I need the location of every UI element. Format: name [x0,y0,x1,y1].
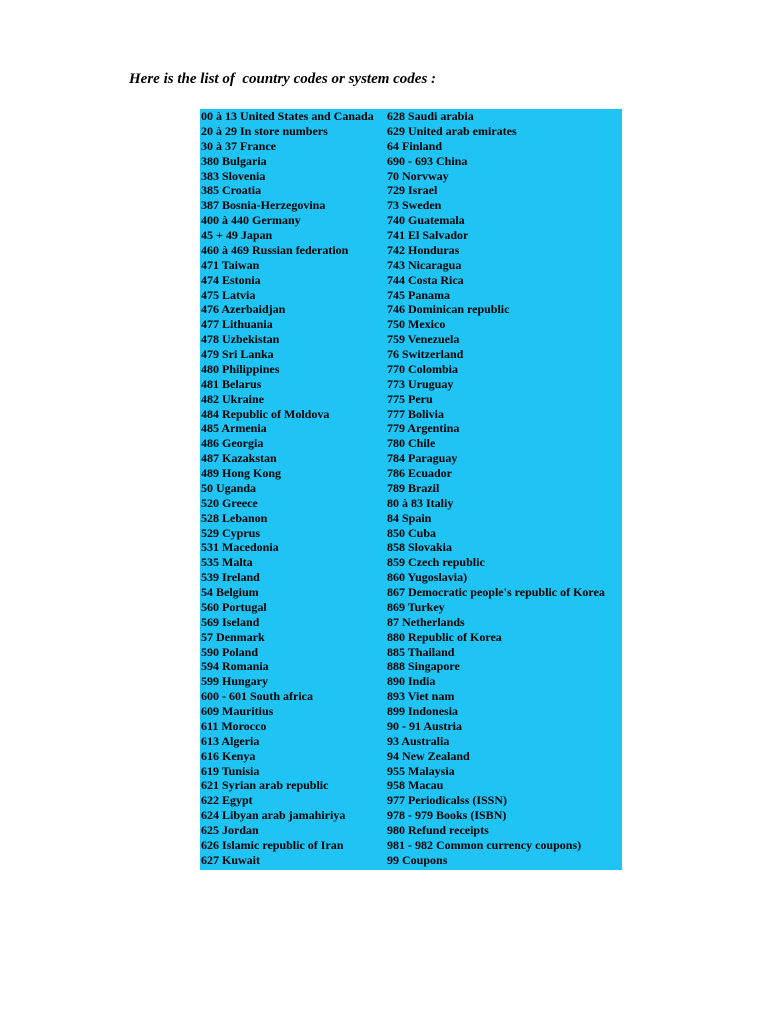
code-entry: 859 Czech republic [387,555,485,570]
code-entry: 478 Uzbekistan [201,332,280,347]
code-entry: 479 Sri Lanka [201,347,274,361]
code-entry: 860 Yugoslavia) [387,570,468,585]
code-entry: 45 + 49 Japan [201,228,273,242]
code-entry: 84 Spain [387,510,432,525]
code-entry: 888 Singapore [387,659,460,674]
code-entry: 626 Islamic republic of Iran [201,837,344,852]
code-entry: 977 Periodicalss (ISSN) [387,793,507,808]
code-entry: 94 New Zealand [387,748,470,763]
code-entry: 746 Dominican republic [387,302,510,317]
code-entry: 611 Morocco [201,718,267,733]
code-entry: 981 - 982 Common currency coupons) [387,837,582,852]
code-entry: 539 Ireland [201,570,260,585]
code-entry: 383 Slovenia [201,168,266,183]
code-entry: 50 Uganda [201,480,257,495]
code-entry: 520 Greece [201,495,258,510]
code-entry: 460 à 469 Russian federation [201,242,349,257]
code-entry: 742 Honduras [387,242,460,257]
code-entry: 625 Jordan [201,823,259,837]
code-entry: 784 Paraguay [387,451,458,466]
code-entry: 476 Azerbaidjan [201,302,286,317]
code-entry: 528 Lebanon [201,510,268,525]
code-entry: 621 Syrian arab republic [201,778,329,793]
code-entry: 87 Netherlands [387,614,465,629]
code-entry: 980 Refund receipts [387,823,489,837]
code-entry: 487 Kazakstan [201,451,277,466]
code-entry: 628 Saudi arabia [387,109,474,123]
code-entry: 729 Israel [387,183,438,198]
code-entry: 858 Slovakia [387,540,453,555]
code-entry: 99 Coupons [387,852,448,867]
code-entry: 486 Georgia [201,436,264,451]
code-entry: 90 - 91 Austria [387,718,462,733]
code-entry: 20 à 29 In store numbers [201,123,328,138]
code-entry: 594 Romania [201,659,269,674]
code-entry: 744 Costa Rica [387,272,464,287]
code-entry: 780 Chile [387,436,436,451]
code-entry: 569 Iseland [201,614,260,629]
code-entry: 73 Sweden [387,198,442,213]
code-entry: 893 Viet nam [387,689,455,704]
code-entry: 619 Tunisia [201,763,260,778]
code-entry: 770 Colombia [387,361,459,376]
code-entry: 481 Belarus [201,376,262,391]
code-entry: 477 Lithuania [201,317,273,332]
code-entry: 00 à 13 United States and Canada [201,109,374,123]
code-entry: 741 El Salvador [387,228,469,242]
code-entry: 773 Uruguay [387,376,454,391]
code-entry: 624 Libyan arab jamahiriya [201,808,346,823]
code-entry: 743 Nicaragua [387,257,462,272]
code-entry: 535 Malta [201,555,253,570]
code-entry: 489 Hong Kong [201,466,282,480]
code-entry: 880 Republic of Korea [387,629,502,644]
code-entry: 599 Hungary [201,674,269,689]
code-entry: 531 Macedonia [201,540,279,555]
code-entry: 616 Kenya [201,748,256,763]
code-entry: 93 Australia [387,733,450,748]
code-entry: 400 à 440 Germany [201,213,301,228]
code-entry: 622 Egypt [201,793,253,808]
code-entry: 745 Panama [387,287,450,302]
code-entry: 76 Switzerland [387,347,464,361]
code-entry: 750 Mexico [387,317,446,332]
code-entry: 600 - 601 South africa [201,689,313,704]
code-entry: 474 Estonia [201,272,261,287]
code-entry: 786 Ecuador [387,466,453,480]
code-entry: 740 Guatemala [387,213,465,228]
right-code-column [387,109,605,868]
code-entry: 30 à 37 France [201,138,276,153]
code-entry: 485 Armenia [201,421,267,436]
code-entry: 380 Bulgaria [201,153,267,168]
code-entry: 475 Latvia [201,287,256,302]
code-entry: 590 Poland [201,644,259,659]
code-entry: 850 Cuba [387,525,437,540]
code-entry: 387 Bosnia-Herzegovina [201,198,326,213]
code-entry: 869 Turkey [387,599,445,614]
code-entry: 560 Portugal [201,599,267,614]
code-entry: 70 Norvway [387,168,449,183]
code-entry: 480 Philippines [201,361,280,376]
code-entry: 385 Croatia [201,183,262,198]
code-entry: 779 Argentina [387,421,460,436]
code-entry: 690 - 693 China [387,153,468,168]
code-entry: 80 à 83 Italiy [387,495,454,510]
page-title: Here is the list of country codes or system codes : [129,71,437,87]
code-entry: 529 Cyprus [201,525,261,540]
code-entry: 867 Democratic people's republic of Korea [387,585,605,599]
code-entry: 609 Mauritius [201,704,274,718]
code-entry: 955 Malaysia [387,763,455,778]
code-entry: 775 Peru [387,391,433,406]
code-entry: 613 Algeria [201,733,260,748]
country-code-table [200,109,622,870]
code-entry: 978 - 979 Books (ISBN) [387,808,507,823]
code-entry: 759 Venezuela [387,332,460,347]
code-entry: 484 Republic of Moldova [201,406,330,421]
code-entry: 54 Belgium [201,585,259,599]
code-entry: 627 Kuwait [201,852,261,867]
code-entry: 471 Taiwan [201,257,260,272]
code-entry: 789 Brazil [387,480,440,495]
left-code-column [201,109,374,868]
code-entry: 899 Indonesia [387,704,459,718]
code-entry: 890 India [387,674,436,689]
code-entry: 777 Bolivia [387,406,445,421]
code-entry: 885 Thailand [387,644,455,659]
code-entry: 64 Finland [387,138,443,153]
code-entry: 482 Ukraine [201,391,264,406]
code-entry: 958 Macau [387,778,444,793]
code-entry: 57 Denmark [201,629,265,644]
code-entry: 629 United arab emirates [387,123,517,138]
